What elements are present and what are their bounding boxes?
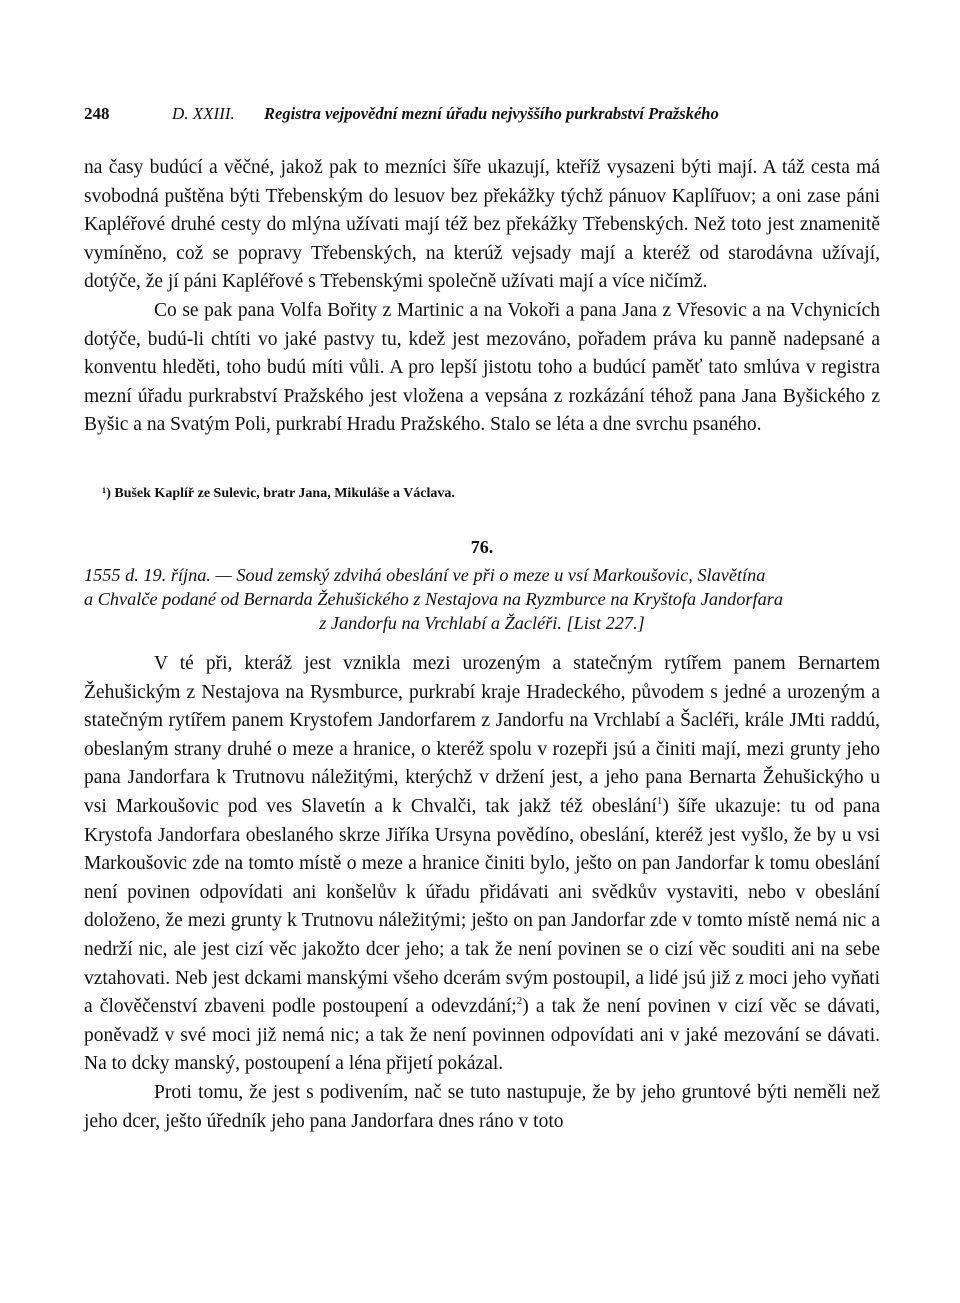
- regest-line-1: [84, 563, 880, 587]
- document-regest: [84, 563, 880, 635]
- footnote-marker: ¹): [102, 486, 111, 501]
- body-p1-part1: V té při, kteráž jest vznikla mezi urozeným a statečným rytířem panem Bernartem Žehušickým z Nestajova na Rysmburce, purkrabí kraje Hradeckého, původem s jedné a urozeným a statečným rytířem panem Krystofem Jandorfarem z Jandorfu na Vrchlabí a Šacléři, krále JMti raddú, obeslaným strany druhé o meze a hranice, o kteréž spolu v rozepři jsú a činiti mají, mezi grunty jeho pana Jandorfara k Trutnovu náležitými, kterýchž v držení jest, a jeho pana Bernarta Žehušickýho u vsi Markoušovic pod ves Slavetín a k Chvalči, tak jakž též obeslání: [84, 653, 880, 817]
- running-title: Registra vejpovědní mezní úřadu nejvyššího purkrabství Pražského: [264, 104, 719, 123]
- body-p1-part2: ) šíře ukazuje: tu od pana Krystofa Jandorfara obeslaného skrze Jiříka Ursyna povědíno, obeslání, kteréž jest vyšlo, že by u vsi Markoušovic zde na tomto místě o meze a hranice činiti bylo, ješto on pan Jandorfar k tomu obeslání není povinen odpovídati ani konšelův k úřadu přidávati ani svědkův vystaviti, nebo v obeslání doloženo, že mezi grunty k Trutnovu náležitými; ješto on pan Jandorfar zde v tomto místě nemá nic a nedrží nic, ale jest cizí věc jakožto dcer jeho; a tak že není povinen se o cizí věc souditi ani na sebe vztahovati. Neb jest dckami manskými všeho dcerám svým postoupil, a lidé jsú již z moci jeho vyňati a člověčenství zbaveni podle postoupení a odevzdání;: [84, 795, 880, 1018]
- second-paragraph: Co se pak pana Volfa Bořity z Martinic a na Vokoři a pana Jana z Vřesovic a na Vchynicích dotýče, budú-li chtíti vo jaké pastvy tu, kdež jest mezováno, pořadem práva ku panně nadepsané a konventu hleděti, toho budú míti vůli. A pro lepší jistotu toho a budúcí paměť tato smlúva v registra mezní úřadu purkrabství Pražského jest vložena a vepsána z rozkázání téhož pana Jana Byšického z Byšic a na Svatým Poli, purkrabí Hradu Pražského. Stalo se léta a dne svrchu psaného.: [84, 299, 880, 436]
- body-p1-part3: ) a tak že není povinen v cizí věc se dávati, poněvadž v své moci již nemá nic; a tak že není povinnen odpovídati ani v jaké mezování se dávati. Na to dcky manský, postoupení a léna přijetí pokázal.: [84, 996, 880, 1075]
- regest-line-3: z Jandorfu na Vrchlabí a Žacléři. [List 227.]: [319, 613, 645, 633]
- intro-paragraph: na časy budúcí a věčné, jakož pak to mezníci šíře ukazují, kteříž vysazeni býti mají. A táž cesta má svobodná puštěna býti Třebenským do lesuov bez překážky týchž pánuov Kaplířuov; a oni zase páni Kapléřové druhé cesty do mlýna užívati mají též bez překážky Třebenských. Než toto jest znamenitě vymíněno, což se popravy Třebenských, na kterúž vejsady mají a kteréž od starodávna užívají, dotýče, že jí páni Kapléřové s Třebenskými společně užívati mají a více ničímž.: [84, 157, 880, 293]
- regest-line-2: a Chvalče podané od Bernarda Žehušického z Nestajova na Ryzmburce na Kryštofa Jandorfara: [84, 589, 783, 609]
- chapter-label: D. XXIII.: [172, 104, 235, 123]
- body-paragraph-2: Proti tomu, že jest s podivením, nač se tuto nastupuje, že by jeho gruntové býti neměli než jeho dcer, ješto úředník jeho pana Jandorfara dnes ráno v toto: [84, 1081, 880, 1132]
- footnote-text: Bušek Kaplíř ze Sulevic, bratr Jana, Mikuláše a Václava.: [114, 486, 455, 501]
- running-head: [84, 104, 880, 128]
- body-paragraph-1: [84, 650, 880, 1079]
- page-number: 248: [84, 104, 110, 123]
- body-text-block: [84, 650, 880, 1136]
- footnote: [102, 486, 455, 502]
- regest-text-1: — Soud zemský zdvihá obeslání ve při o meze u vsí Markoušovic, Slavětína: [215, 565, 766, 585]
- footnote-ref-2: 2: [516, 995, 523, 1008]
- document-date: 1555 d. 19. října.: [84, 565, 211, 585]
- footnote-ref-1: 1: [656, 794, 663, 807]
- intro-text-block: [84, 154, 880, 440]
- document-number: 76.: [470, 537, 494, 557]
